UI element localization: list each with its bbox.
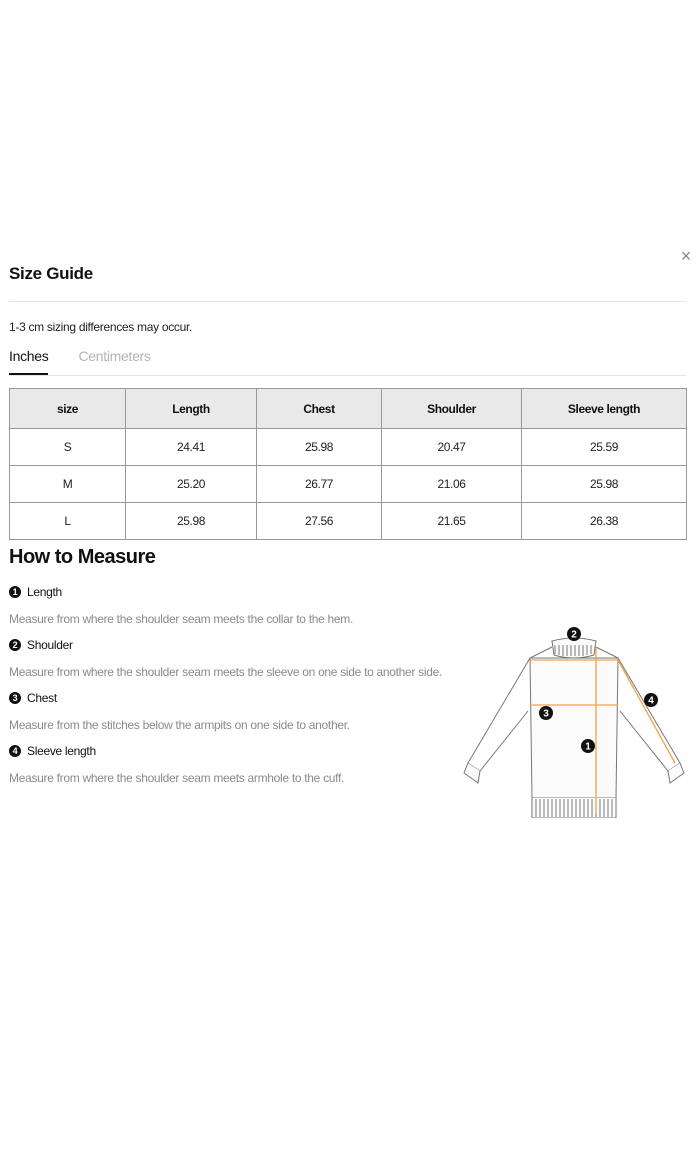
title-divider [9,301,686,302]
measure-desc: Measure from where the shoulder seam meets the collar to the hem. [9,612,354,626]
size-table [9,388,687,540]
unit-tabs [9,348,181,375]
table-row [10,466,687,503]
measure-desc: Measure from where the shoulder seam meets the sleeve on one side to another side. [9,665,442,679]
table-cell: 21.65 [382,503,522,540]
column-header: Chest [257,389,382,429]
tabs-divider [9,375,686,376]
measure-label: Length [27,585,62,599]
table-cell: 27.56 [257,503,382,540]
measure-item-length [9,585,62,599]
number-2-icon: 2 [9,639,21,651]
sizing-note: 1-3 cm sizing differences may occur. [9,320,193,334]
table-row [10,429,687,466]
measure-item-sleeve-length [9,744,96,758]
measure-item-chest [9,691,57,705]
table-cell: 20.47 [382,429,522,466]
number-1-icon: 1 [9,586,21,598]
how-to-measure-heading: How to Measure [9,546,156,568]
table-cell: 25.59 [522,429,687,466]
table-cell: M [10,466,126,503]
marker-1-label: 1 [585,741,591,753]
table-row [10,503,687,540]
measure-label: Shoulder [27,638,73,652]
table-cell: S [10,429,126,466]
table-header-row [10,389,687,429]
table-cell: 26.38 [522,503,687,540]
table-cell: 25.98 [257,429,382,466]
sweater-measurement-diagram [460,623,690,818]
marker-4-label: 4 [648,695,654,707]
tab-centimeters[interactable]: Centimeters [78,348,151,364]
table-cell: 25.98 [522,466,687,503]
tab-inches[interactable]: Inches [9,348,48,375]
column-header: Sleeve length [522,389,687,429]
table-cell: L [10,503,126,540]
size-guide-modal [0,240,700,830]
table-cell: 24.41 [126,429,257,466]
table-cell: 21.06 [382,466,522,503]
measure-desc: Measure from where the shoulder seam meets armhole to the cuff. [9,771,345,785]
table-cell: 25.98 [126,503,257,540]
measure-desc: Measure from the stitches below the armpits on one side to another. [9,718,350,732]
column-header: size [10,389,126,429]
number-3-icon: 3 [9,692,21,704]
measure-item-shoulder [9,638,73,652]
table-cell: 26.77 [257,466,382,503]
modal-title: Size Guide [9,264,93,283]
measure-label: Sleeve length [27,744,96,758]
column-header: Length [126,389,257,429]
marker-3-label: 3 [543,708,549,720]
marker-2-label: 2 [571,629,577,641]
number-4-icon: 4 [9,745,21,757]
table-cell: 25.20 [126,466,257,503]
measure-label: Chest [27,691,57,705]
sleeve-line [618,660,675,763]
column-header: Shoulder [382,389,522,429]
close-icon[interactable]: × [680,246,692,266]
